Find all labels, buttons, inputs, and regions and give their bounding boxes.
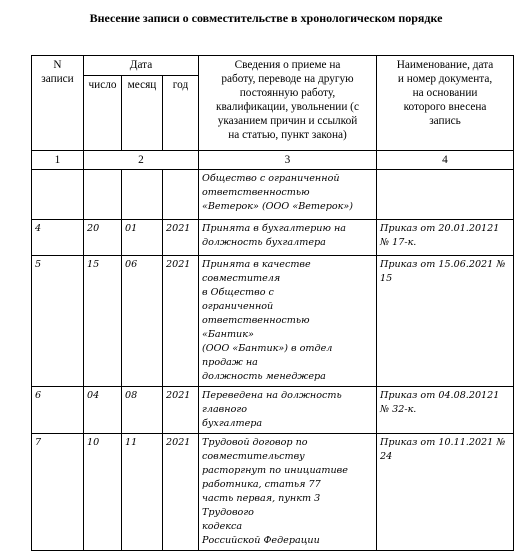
record-document: Приказ от 04.08.20121 № 32-к.	[377, 387, 514, 434]
empty-cell	[32, 170, 84, 220]
record-year: 2021	[163, 387, 199, 434]
record-number: 4	[32, 220, 84, 256]
record-number: 7	[32, 434, 84, 551]
record-document: Приказ от 10.11.2021 № 24	[377, 434, 514, 551]
column-number-4: 4	[377, 151, 514, 170]
record-day: 04	[84, 387, 122, 434]
record-month: 11	[122, 434, 163, 551]
record-month: 06	[122, 256, 163, 387]
record-number: 5	[32, 256, 84, 387]
record-info: Принята в качестве совместителя в Общество с ограниченной ответственностью «Бантик» (ООО «Бантик») в отдел продаж на должность менеджера	[199, 256, 377, 387]
record-day: 20	[84, 220, 122, 256]
header-date: Дата	[84, 56, 199, 76]
column-number-2: 2	[84, 151, 199, 170]
header-year: год	[163, 76, 199, 151]
page-title: Внесение записи о совместительстве в хронологическом порядке	[89, 11, 443, 25]
header-day: число	[84, 76, 122, 151]
record-year: 2021	[163, 434, 199, 551]
record-document: Приказ от 20.01.20121 № 17-к.	[377, 220, 514, 256]
record-year: 2021	[163, 220, 199, 256]
company-name: Общество с ограниченной ответственностью «Ветерок» (ООО «Ветерок»)	[199, 170, 377, 220]
record-info: Принята в бухгалтерию на должность бухгалтера	[199, 220, 377, 256]
record-row	[32, 220, 514, 256]
column-number-row	[32, 151, 514, 170]
record-year: 2021	[163, 256, 199, 387]
record-document: Приказ от 15.06.2021 № 15	[377, 256, 514, 387]
record-row	[32, 387, 514, 434]
record-info: Трудовой договор по совместительству расторгнут по инициативе работника, статья 77 часть первая, пункт 3 Трудового кодекса Российской Федерации	[199, 434, 377, 551]
record-day: 15	[84, 256, 122, 387]
empty-cell	[377, 170, 514, 220]
header-month: месяц	[122, 76, 163, 151]
empty-cell	[122, 170, 163, 220]
empty-cell	[163, 170, 199, 220]
company-row	[32, 170, 514, 220]
record-row	[32, 434, 514, 551]
header-row-top	[32, 56, 514, 76]
column-number-3: 3	[199, 151, 377, 170]
empty-cell	[84, 170, 122, 220]
work-record-table	[31, 55, 514, 551]
record-day: 10	[84, 434, 122, 551]
record-number: 6	[32, 387, 84, 434]
record-row	[32, 256, 514, 387]
record-month: 08	[122, 387, 163, 434]
header-record-number: N записи	[32, 56, 84, 151]
record-info: Переведена на должность главного бухгалтера	[199, 387, 377, 434]
record-month: 01	[122, 220, 163, 256]
header-document: Наименование, дата и номер документа, на основании которого внесена запись	[377, 56, 514, 151]
header-info: Сведения о приеме на работу, переводе на другую постоянную работу, квалификации, увольнении (с указанием причин и ссылкой на статью, пункт закона)	[199, 56, 377, 151]
column-number-1: 1	[32, 151, 84, 170]
